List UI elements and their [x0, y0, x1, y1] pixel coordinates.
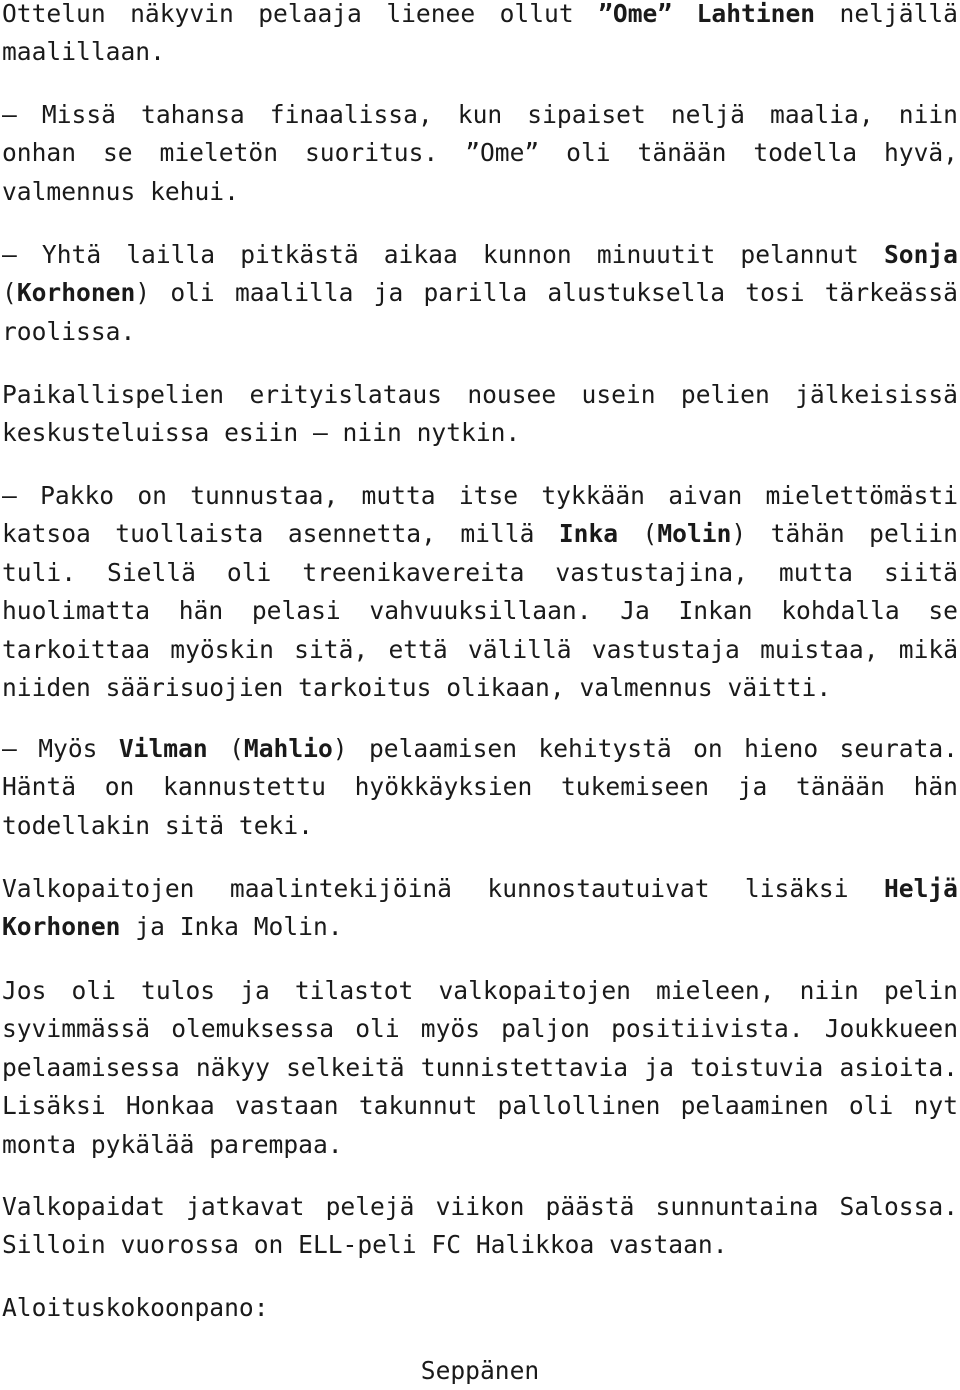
lineup-goalkeeper: Seppänen — [420, 1356, 540, 1385]
player-surname-bold: Korhonen — [16, 278, 136, 308]
paragraph-sonja-korhonen — [2, 236, 958, 351]
paragraph-inka-molin — [2, 477, 958, 707]
paragraph-other-scorers — [2, 870, 958, 947]
paragraph-local-games: Paikallispelien erityislataus nousee usein pelien jälkeisissä keskusteluissa esiin – niin nytkin. — [2, 380, 958, 448]
text-span: – Yhtä lailla pitkästä aikaa kunnon minuutit pelannut — [2, 240, 884, 269]
player-surname-bold: Mahlio — [243, 734, 333, 763]
text-span: – Pakko on tunnustaa, mutta itse tykkään aivan mielettömästi katsoa tuollaista asennetta, millä — [2, 481, 958, 549]
text-span: Valkopaitojen maalintekijöinä kunnostautuivat lisäksi — [2, 874, 884, 903]
player-name-bold: Sonja — [883, 240, 958, 269]
paragraph-vilma-mahlio — [2, 730, 958, 845]
paragraph-team-play: Jos oli tulos ja tilastot valkopaitojen mieleen, niin pelin syvimmässä olemuksessa oli myös paljon positiivista. Joukkueen pelaamisessa näkyy selkeitä tunnistettavia ja toistuvia asioita. Lisäksi Honkaa vastaan takunnut pallollinen pelaaminen oli nyt monta pykälää parempaa. — [2, 976, 958, 1159]
text-span: Ottelun näkyvin pelaaja lienee ollut — [2, 0, 599, 28]
player-name-bold: Vilman — [118, 734, 208, 763]
text-span: ) pelaamisen kehitystä on hieno seurata. Häntä on kannustettu hyökkäyksien tukemiseen ja tänään hän todellakin sitä teki. — [2, 734, 958, 840]
paragraph-next-game: Valkopaidat jatkavat pelejä viikon päästä sunnuntaina Salossa. Silloin vuorossa on ELL-peli FC Halikkoa vastaan. — [2, 1192, 958, 1260]
paragraph-ome-lahtinen — [2, 0, 958, 72]
text-span: ) oli maalilla ja parilla alustuksella tosi tärkeässä roolissa. — [2, 278, 958, 346]
text-span: ja Inka Molin. — [120, 912, 343, 942]
player-surname-bold: Molin — [657, 519, 732, 549]
text-span: ( — [2, 278, 17, 308]
player-name-bold: Inka — [558, 519, 619, 549]
text-span: neljällä maalillaan. — [2, 0, 958, 67]
text-span: ) tähän peliin tuli. Siellä oli treenikavereita vastustajina, mutta siitä huolimatta hän pelasi vahvuuksillaan. Ja Inkan kohdalla se tarkoittaa myöskin sitä, että välillä vastustaja muistaa, mikä niiden säärisuojien tarkoitus olikaan, valmennus väitti. — [2, 519, 958, 703]
lineup-heading: Aloituskokoonpano: — [2, 1293, 269, 1322]
player-name-bold: Heljä Korhonen — [2, 874, 958, 942]
player-name-bold: ”Ome” Lahtinen — [598, 0, 816, 28]
text-span: ( — [618, 519, 658, 549]
text-span: ( — [207, 734, 244, 763]
text-span: – Myös — [2, 734, 119, 763]
paragraph-coach-quote-finale: – Missä tahansa finaalissa, kun sipaiset neljä maalia, niin onhan se mieletön suoritus. ”Ome” oli tänään todella hyvä, valmennus kehui. — [2, 100, 958, 206]
